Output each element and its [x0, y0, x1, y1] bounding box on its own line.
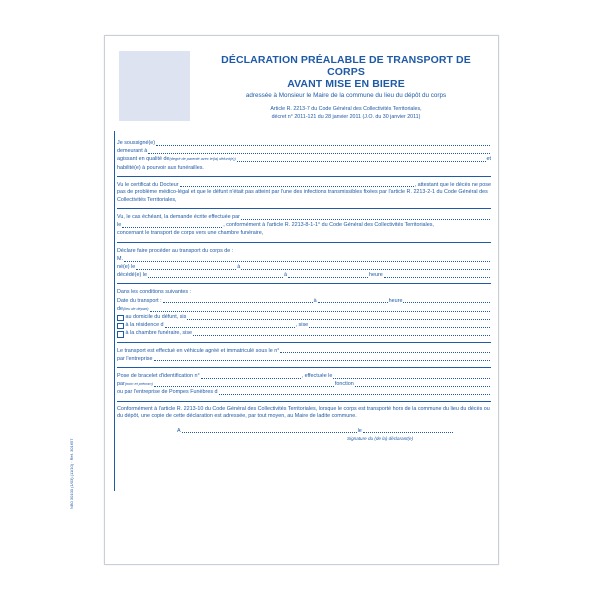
conformement-paragraph: Conformément à l'article R. 2213-10 du Code Général des Collectivités Territoriales, lorsque le corps est transporté hors de la commune du lieu du décès ou du dépôt, une copie de cette déclaration est adressée, par tout moyen, au Maire de ladite commune.	[117, 405, 490, 420]
certificat-line	[117, 181, 491, 189]
demeurant-line	[117, 147, 491, 155]
pompes-label: ou par l'entreprise de Pompes Funèbres d	[117, 389, 218, 396]
docteur-field[interactable]	[180, 186, 414, 187]
signature-date-field[interactable]	[363, 432, 453, 433]
soussigne-label: Je soussigné(e)	[117, 139, 156, 146]
sise-label: , sise	[295, 322, 309, 329]
par-name-field[interactable]	[154, 386, 334, 387]
m-label: M.	[117, 255, 123, 262]
death-date-field[interactable]	[148, 277, 283, 278]
transport-a-label: à	[313, 297, 317, 304]
soussigne-line	[117, 139, 491, 147]
departure-field[interactable]	[150, 311, 490, 312]
conforme-line	[117, 221, 491, 229]
demande-date-field[interactable]	[122, 227, 222, 228]
ne-line	[117, 263, 491, 271]
signature-line	[117, 427, 491, 435]
chambre-field[interactable]	[193, 335, 490, 336]
title-line-2: AVANT MISE EN BIERE	[287, 78, 405, 90]
certificat-label: Vu le certificat du Docteur	[117, 181, 179, 188]
defunt-name-field[interactable]	[124, 261, 490, 262]
signature-caption: Signature du (de la) déclarant(e)	[347, 435, 414, 441]
pompes-line	[117, 388, 491, 396]
soussigne-field[interactable]	[156, 145, 490, 146]
declare-label: Déclare faire procéder au transport du corps de :	[117, 247, 234, 254]
de-label: de	[117, 305, 123, 312]
domicile-field[interactable]	[187, 319, 490, 320]
domicile-label: au domicile du défunt, sis	[125, 313, 187, 320]
residence-label: à la résidence d	[125, 322, 164, 329]
entreprise-line	[117, 355, 491, 363]
qualite-label: agissant en qualité de	[117, 156, 170, 163]
bracelet-label: Pose de bracelet d'identification n°	[117, 372, 200, 379]
death-place-field[interactable]	[288, 277, 368, 278]
form-sheet	[69, 35, 499, 565]
chambre-line	[117, 329, 491, 337]
effectuee-label: , effectuée le	[301, 372, 333, 379]
title-line-1: DÉCLARATION PRÉALABLE DE TRANSPORT DE CORPS	[221, 54, 471, 78]
residence-name-field[interactable]	[165, 327, 295, 328]
date-transport-line	[117, 297, 491, 305]
qualite-end: et	[486, 156, 491, 163]
date-transport-label: Date du transport :	[117, 297, 162, 304]
separator	[117, 401, 491, 402]
bracelet-number-field[interactable]	[201, 378, 301, 379]
habilite-line	[117, 164, 491, 172]
transport-date-field[interactable]	[163, 302, 313, 303]
bracelet-line	[117, 372, 491, 380]
signature-le-label: le	[357, 427, 362, 434]
separator	[117, 283, 491, 284]
separator	[117, 176, 491, 177]
separator	[117, 208, 491, 209]
qualite-hint: (degré de parenté avec le(la) défunt(e))	[169, 157, 236, 162]
ne-a-label: à	[237, 264, 241, 271]
par-hint: (nom et prénom)	[124, 382, 153, 387]
residence-line	[117, 321, 491, 329]
certificat-end: , attestant que le décès ne pose	[414, 181, 491, 188]
transport-heure-label: heure	[388, 297, 403, 304]
death-hour-field[interactable]	[384, 277, 490, 278]
birth-date-field[interactable]	[136, 269, 236, 270]
bracelet-date-field[interactable]	[333, 378, 490, 379]
pompes-field[interactable]	[219, 394, 490, 395]
separator	[117, 342, 491, 343]
ne-label: né(e) le	[117, 264, 136, 271]
vehicule-label: Le transport est effectué en véhicule agréé et immatriculé sous le n°	[117, 347, 280, 354]
certificat-paragraph: pas de problème médico-légal et que le défunt n'était pas atteint par l'une des infections transmissibles fixées par l'article R. 2213-2-1 du Code Général des Collectivités Territoriales,	[117, 188, 488, 203]
concernant-label: concernant le transport de corps vers une chambre funéraire,	[117, 230, 264, 237]
fonction-field[interactable]	[355, 386, 490, 387]
concernant-line	[117, 230, 491, 238]
chambre-label: à la chambre funéraire, sise	[125, 330, 193, 337]
subtitle: adressée à Monsieur le Maire de la commune du lieu du dépôt du corps	[245, 92, 447, 99]
article-reference	[201, 106, 491, 121]
qualite-field[interactable]	[237, 161, 486, 162]
declare-line	[117, 247, 491, 255]
domicile-checkbox[interactable]	[117, 315, 124, 322]
left-rule	[114, 131, 115, 491]
qualite-line	[117, 155, 491, 163]
m-line	[117, 255, 491, 263]
transport-place-field[interactable]	[318, 302, 388, 303]
decede-line	[117, 271, 491, 279]
decede-heure-label: heure	[368, 272, 383, 279]
decede-a-label: à	[283, 272, 287, 279]
separator	[117, 242, 491, 243]
le-label: le	[117, 222, 122, 229]
signature-a-label: A	[177, 427, 181, 434]
par-label: par	[117, 381, 125, 388]
birth-place-field[interactable]	[241, 269, 490, 270]
transport-hour-field[interactable]	[403, 302, 490, 303]
conditions-line	[117, 288, 491, 296]
demeurant-label: demeurant à	[117, 148, 148, 155]
form-header	[201, 54, 491, 121]
chambre-checkbox[interactable]	[117, 331, 124, 338]
vehicule-line	[117, 347, 491, 355]
demande-line	[117, 213, 491, 221]
side-reference-code: NB0 30100 (1/03) (11/10) · Réf. 301657	[69, 438, 74, 509]
residence-checkbox[interactable]	[117, 323, 124, 330]
entreprise-field[interactable]	[154, 360, 491, 361]
stamp-area	[119, 51, 190, 121]
residence-address-field[interactable]	[309, 327, 490, 328]
vehicule-number-field[interactable]	[280, 352, 490, 353]
form-body	[117, 139, 491, 443]
par-line	[117, 380, 491, 388]
conditions-label: Dans les conditions suivantes :	[117, 289, 192, 296]
fonction-label: fonction	[334, 381, 354, 388]
demeurant-field[interactable]	[148, 153, 490, 154]
de-hint: (lieu de départ)	[123, 306, 149, 311]
signature-place-field[interactable]	[182, 432, 357, 433]
de-line	[117, 305, 491, 313]
entreprise-label: par l'entreprise	[117, 355, 153, 362]
domicile-line	[117, 313, 491, 321]
demande-label: Vu, le cas échéant, la demande écrite effectuée par	[117, 214, 240, 221]
article-line-2: décret n° 2011-121 du 28 janvier 2011 (J.O. du 30 janvier 2011)	[271, 113, 421, 120]
separator	[117, 367, 491, 368]
decede-label: décédé(e) le	[117, 272, 147, 279]
conforme-label: , conformément à l'article R. 2213-8-1-1° du Code Général des Collectivités Territoriales,	[223, 222, 434, 229]
habilite-label: habilité(e) à pourvoir aux funérailles.	[117, 164, 204, 171]
article-line-1: Article R. 2213-7 du Code Général des Collectivités Territoriales,	[270, 106, 422, 112]
demande-field[interactable]	[241, 219, 490, 220]
